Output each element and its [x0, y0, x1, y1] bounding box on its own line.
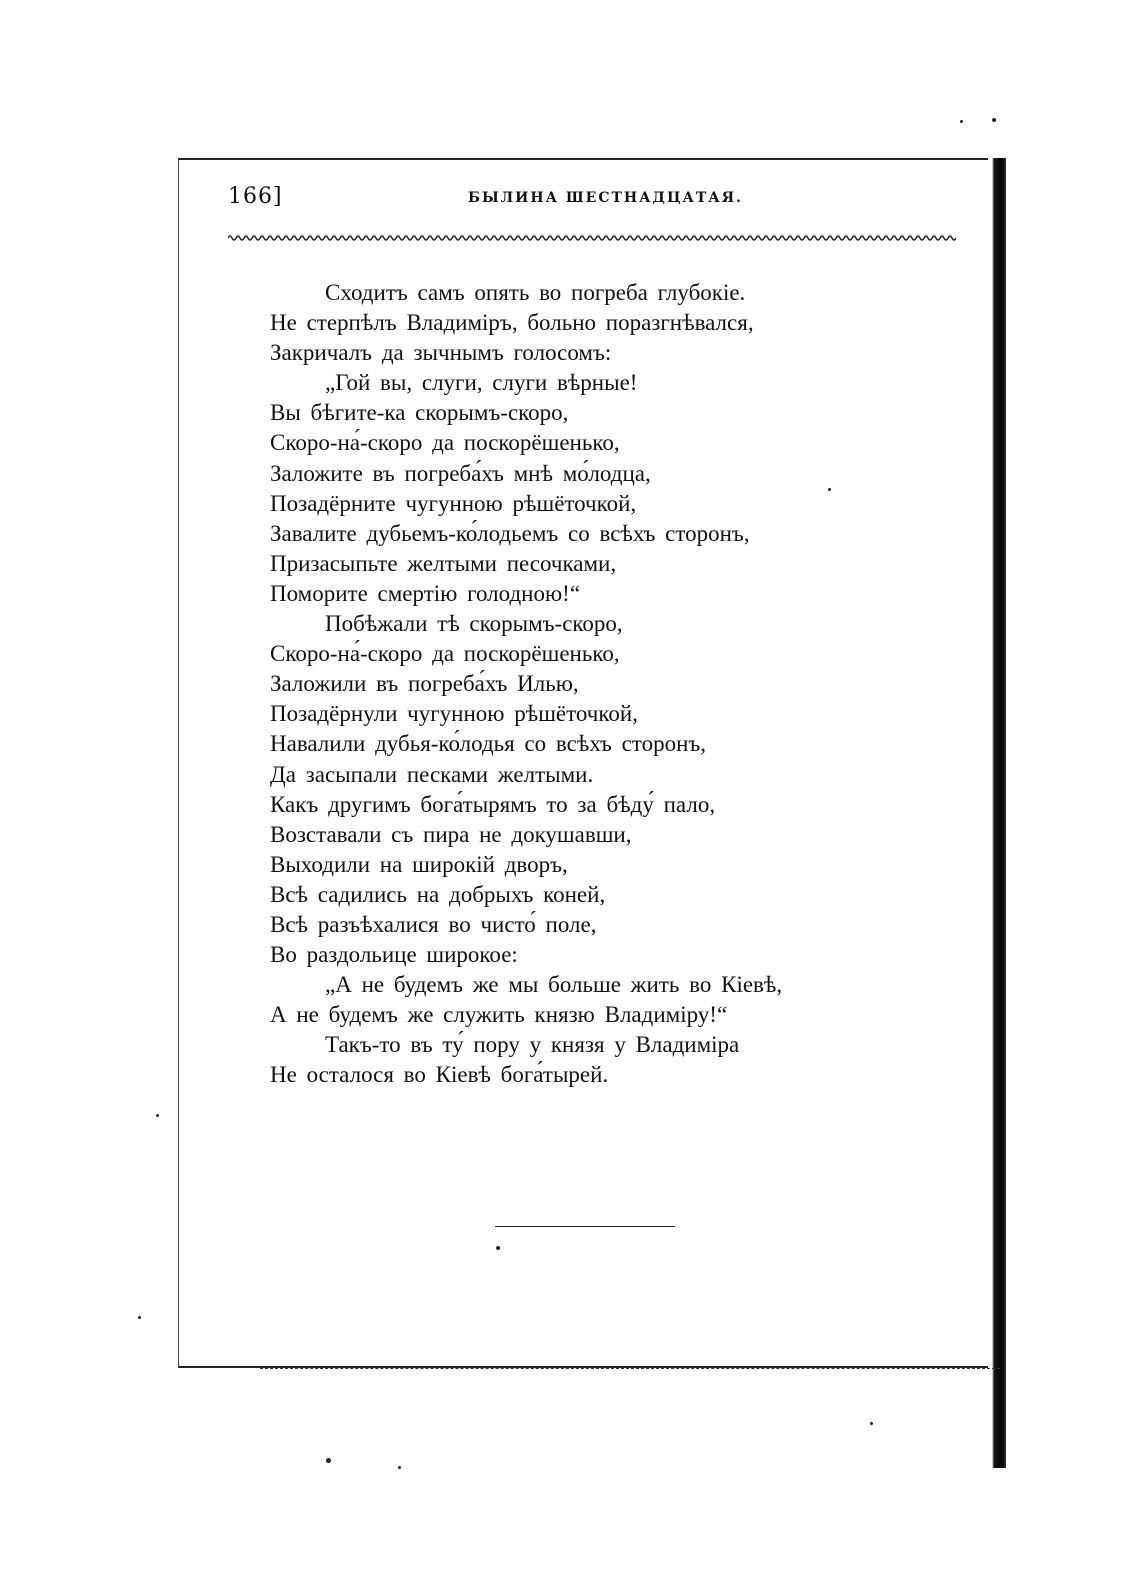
speck: [398, 1466, 401, 1469]
verse-text: [270, 278, 950, 1091]
verse-line: Всѣ садились на добрыхъ коней,: [270, 881, 606, 907]
book-spine-shadow: [988, 158, 1006, 1468]
verse-line: Всѣ разъѣхалися во чисто́ поле,: [270, 911, 597, 937]
speck: [326, 1458, 331, 1463]
verse-line: Не осталося во Кіевѣ бога́тырей.: [270, 1062, 609, 1088]
running-title: БЫЛИНА ШЕСТНАДЦАТАЯ.: [468, 190, 743, 206]
verse-line: Вы бѣгите-ка скорымъ-скоро,: [270, 400, 569, 426]
speck: [870, 1422, 873, 1425]
wavy-ornament-rule: [228, 232, 956, 244]
speck: [960, 120, 963, 123]
verse-line: Не стерпѣлъ Владиміръ, больно поразгнѣвался,: [270, 310, 754, 336]
verse-line: Позадёрнули чугунною рѣшёточкой,: [270, 701, 638, 727]
speck: [496, 1246, 500, 1250]
verse-line: Скоро-на́-скоро да поскорёшенько,: [270, 430, 620, 456]
verse-line: Заложили въ погреба́хъ Илью,: [270, 671, 579, 697]
verse-line: Навалили дубья-ко́лодья со всѣхъ сторонъ,: [270, 731, 707, 757]
speck: [138, 1316, 141, 1319]
verse-line: Позадёрните чугунною рѣшёточкой,: [270, 490, 637, 516]
verse-line: Какъ другимъ бога́тырямъ то за бѣду́ пало,: [270, 791, 716, 817]
verse-line: Скоро-на́-скоро да поскорёшенько,: [270, 641, 620, 667]
verse-line: Да засыпали песками желтыми.: [270, 761, 594, 787]
verse-line: Возставали съ пира не докушавши,: [270, 821, 632, 847]
bottom-rule: [260, 1368, 1000, 1369]
verse-line: Призасыпьте желтыми песочками,: [270, 550, 617, 576]
verse-line: Выходили на широкій дворъ,: [270, 851, 568, 877]
verse-line: „Гой вы, слуги, слуги вѣрные!: [325, 370, 638, 396]
speck: [156, 1114, 159, 1117]
verse-line: Заложите въ погреба́хъ мнѣ мо́лодца,: [270, 460, 651, 486]
verse-line: Побѣжали тѣ скорымъ-скоро,: [325, 611, 623, 637]
verse-line: Завалите дубьемъ-ко́лодьемъ со всѣхъ сторонъ,: [270, 520, 750, 546]
page-number: 166]: [228, 184, 283, 209]
verse-line: Во раздольице широкое:: [270, 942, 518, 968]
verse-line: Такъ-то въ ту́ пору у князя у Владиміра: [325, 1032, 740, 1058]
speck: [828, 488, 831, 491]
end-rule: [495, 1226, 675, 1227]
speck: [992, 118, 996, 122]
verse-line: А не будемъ же служить князю Владиміру!“: [270, 1002, 728, 1028]
verse-line: Сходитъ самъ опять во погреба глубокіе.: [325, 280, 746, 305]
page-header: [228, 178, 958, 218]
verse-line: Закричалъ да зычнымъ голосомъ:: [270, 340, 612, 366]
verse-line: Поморите смертію голодною!“: [270, 580, 581, 606]
verse-line: „А не будемъ же мы больше жить во Кіевѣ,: [325, 972, 783, 998]
